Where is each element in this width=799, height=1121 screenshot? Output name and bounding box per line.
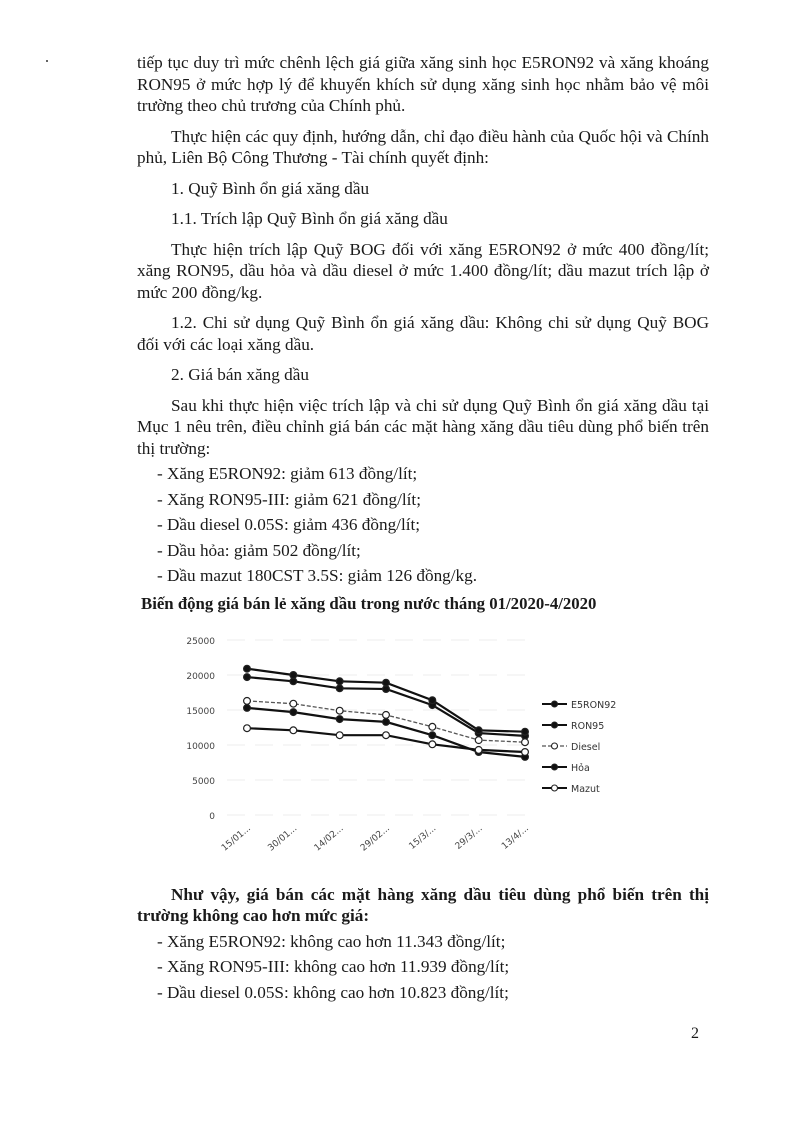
data-point xyxy=(522,728,529,735)
heading-2: 2. Giá bán xăng dầu xyxy=(171,365,309,384)
heading-1-1: 1.1. Trích lập Quỹ Bình ổn giá xăng dầu xyxy=(171,209,448,228)
data-point xyxy=(290,700,297,707)
data-point xyxy=(383,711,390,718)
page-number: 2 xyxy=(691,1025,699,1042)
decrease-item: - Xăng E5RON92: giảm 613 đồng/lít; xyxy=(157,464,418,483)
x-tick-label: 30/01... xyxy=(266,823,300,853)
data-point xyxy=(429,696,436,703)
x-tick-label: 15/3/... xyxy=(407,823,439,852)
conclusion-paragraph: Như vậy, giá bán các mặt hàng xăng dầu tiêu dùng phổ biến trên thị trường không cao hơn mức giá: xyxy=(137,884,709,925)
y-tick-label: 20000 xyxy=(186,671,215,682)
y-tick-label: 15000 xyxy=(186,706,215,717)
x-tick-label: 29/3/... xyxy=(453,823,485,852)
legend-marker xyxy=(552,764,558,770)
paragraph-1-1: Thực hiện trích lập Quỹ BOG đối với xăng E5RON92 ở mức 400 đồng/lít; xăng RON95, dầu hỏa và dầu diesel ở mức 1.400 đồng/lít; dầu mazut trích lập ở mức 200 đồng/kg. xyxy=(137,239,709,302)
max-price-item: - Xăng RON95-III: không cao hơn 11.939 đồng/lít; xyxy=(157,957,510,976)
paragraph-2: Sau khi thực hiện việc trích lập và chi sử dụng Quỹ Bình ổn giá xăng dầu tại Mục 1 nêu trên, điều chỉnh giá bán các mặt hàng xăng dầu tiêu dùng phổ biến trên thị trường: xyxy=(137,395,709,458)
data-point xyxy=(522,748,529,755)
scan-speck xyxy=(46,60,48,62)
paragraph-1-2: 1.2. Chi sử dụng Quỹ Bình ổn giá xăng dầu: Không chi sử dụng Quỹ BOG đối với các loại xăng dầu. xyxy=(137,313,709,354)
legend-label: E5RON92 xyxy=(571,699,617,711)
paragraph-decision: Thực hiện các quy định, hướng dẫn, chỉ đạo điều hành của Quốc hội và Chính phủ, Liên Bộ Công Thương - Tài chính quyết định: xyxy=(137,126,709,167)
data-point xyxy=(244,724,251,731)
data-point xyxy=(383,679,390,686)
legend-marker xyxy=(552,743,558,749)
x-tick-label: 29/02... xyxy=(359,823,392,853)
x-tick-label: 13/4/... xyxy=(500,823,531,852)
decrease-item: - Xăng RON95-III: giảm 621 đồng/lít; xyxy=(157,489,421,509)
legend-label: Hỏa xyxy=(571,762,590,774)
data-point xyxy=(383,718,390,725)
data-point xyxy=(244,665,251,672)
legend-marker xyxy=(552,785,558,791)
chart-heading: Biến động giá bán lẻ xăng dầu trong nước tháng 01/2020-4/2020 xyxy=(141,593,597,613)
document-body xyxy=(137,0,709,1003)
data-point xyxy=(244,704,251,711)
data-point xyxy=(244,673,251,680)
data-point xyxy=(336,684,343,691)
data-point xyxy=(475,746,482,753)
x-tick-label: 14/02... xyxy=(312,823,346,853)
decrease-item: - Dầu mazut 180CST 3.5S: giảm 126 đồng/kg. xyxy=(157,566,478,585)
y-tick-label: 25000 xyxy=(186,636,215,647)
legend-label: RON95 xyxy=(571,720,605,732)
decrease-item: - Dầu hỏa: giảm 502 đồng/lít; xyxy=(157,540,361,560)
x-tick-label: 15/01... xyxy=(220,823,253,853)
legend-label: Mazut xyxy=(571,783,600,795)
decrease-item: - Dầu diesel 0.05S: giảm 436 đồng/lít; xyxy=(157,515,421,534)
data-point xyxy=(290,726,297,733)
data-point xyxy=(336,715,343,722)
data-point xyxy=(522,738,529,745)
y-tick-label: 10000 xyxy=(186,741,215,752)
data-point xyxy=(290,708,297,715)
paragraph-intro: tiếp tục duy trì mức chênh lệch giá giữa xăng sinh học E5RON92 và xăng khoáng RON95 ở mức hợp lý để khuyến khích sử dụng xăng sinh học nhằm bảo vệ môi trường theo chủ trương của Chính phủ. xyxy=(137,53,709,115)
heading-1: 1. Quỹ Bình ổn giá xăng dầu xyxy=(171,178,370,198)
data-point xyxy=(475,726,482,733)
y-tick-label: 5000 xyxy=(192,776,215,787)
legend-marker xyxy=(552,701,558,707)
data-point xyxy=(290,671,297,678)
legend-label: Diesel xyxy=(571,741,601,753)
price-chart xyxy=(160,622,640,880)
data-point xyxy=(429,723,436,730)
conclusion-block xyxy=(137,884,709,1004)
max-price-item: - Xăng E5RON92: không cao hơn 11.343 đồng/lít; xyxy=(157,931,506,951)
price-chart-svg xyxy=(160,622,640,880)
data-point xyxy=(475,736,482,743)
data-point xyxy=(383,731,390,738)
data-point xyxy=(336,707,343,714)
data-point xyxy=(244,697,251,704)
data-point xyxy=(429,731,436,738)
legend-marker xyxy=(552,722,558,728)
data-point xyxy=(429,740,436,747)
max-price-item: - Dầu diesel 0.05S: không cao hơn 10.823 đồng/lít; xyxy=(157,982,509,1002)
y-tick-label: 0 xyxy=(209,811,215,822)
data-point xyxy=(336,731,343,738)
data-point xyxy=(336,677,343,684)
